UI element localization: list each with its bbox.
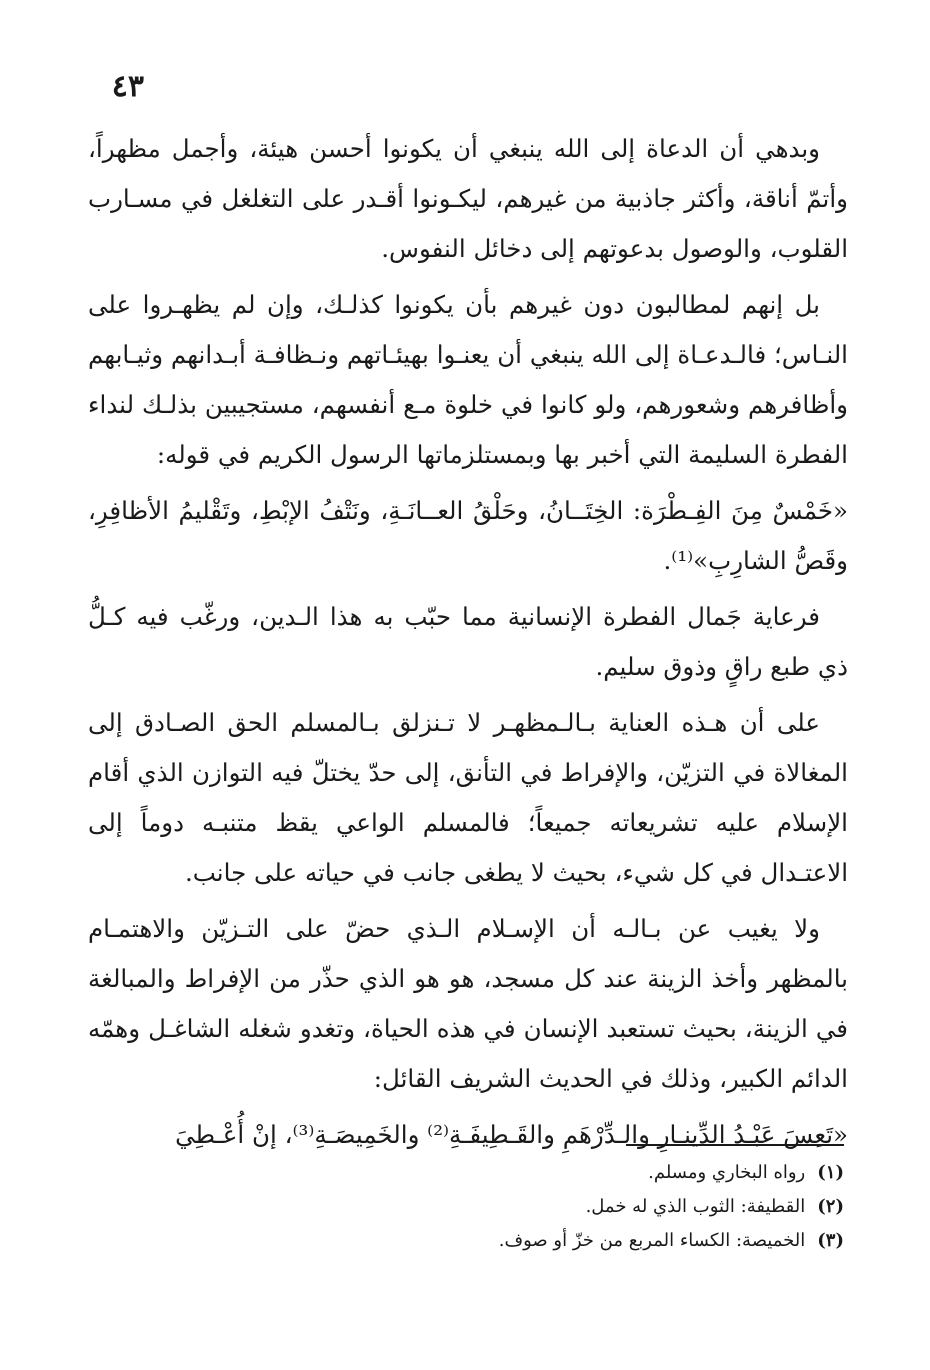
paragraph: وبدهي أن الدعاة إلى الله ينبغي أن يكونوا أحسن هيئة، وأجمل مظهراً، وأتمّ أناقة، وأكثر جاذبية من غيرهم، ليكـونوا أقـدر على التغلغل في مسـارب القلوب، والوصول بدعوتهم إلى دخائل النفوس.	[88, 134, 848, 263]
footnote	[244, 1190, 844, 1224]
footnote-number: (٢)	[817, 1196, 844, 1217]
footnote	[244, 1224, 844, 1258]
footnote-number: (١)	[817, 1162, 844, 1183]
hadith-quote: «تَعِسَ عَبْـدُ الدِّينـارِ والـدِّرْهَمِ والقَـطِيفَـةِ⁽²⁾ والخَمِيصَـةِ⁽³⁾، إنْ أُعْـطِيَ	[175, 1120, 848, 1149]
page-number: ٤٣	[111, 69, 144, 104]
footnote-text: القطيفة: الثوب الذي له خمل.	[585, 1196, 806, 1217]
paragraph: بل إنهم لمطالبون دون غيرهم بأن يكونوا كذلـك، وإن لم يظهـروا على النـاس؛ فالـدعـاة إلى الله ينبغي أن يعنـوا بهيئـاتهم ونـظافـة أبـدانهم وثيـابهم وأظافرهم وشعورهم، ولو كانوا في خلوة مـع أنفسهم، مستجيبين بذلـك لنداء الفطرة السليمة التي أخبر بها وبمستلزماتها الرسول الكريم في قوله:	[88, 290, 848, 469]
footnote-number: (٣)	[817, 1230, 844, 1251]
footnote-text: رواه البخاري ومسلم.	[648, 1162, 806, 1183]
footnote-text: الخميصة: الكساء المربع من خزّ أو صوف.	[498, 1230, 806, 1251]
paragraph: ولا يغيب عن بـالـه أن الإسـلام الـذي حضّ على التـزيّن والاهتمـام بالمظهر وأخذ الزينة عند كل مسجد، هو هو الذي حذّر من الإفراط والمبالغة في الزينة، بحيث تستعبد الإنسان في هذه الحياة، وتغدو شغله الشاغـل وهمّه الدائم الكبير، وذلك في الحديث الشريف القائل:	[88, 914, 848, 1093]
footnote-divider	[626, 1144, 844, 1146]
body-text	[88, 124, 848, 1160]
paragraph: على أن هـذه العناية بـالـمظهـر لا تـنزلق بـالمسلم الحق الصـادق إلى المغالاة في التزيّن، والإفراط في التأنق، إلى حدّ يختلّ فيه التوازن الذي أقام الإسلام عليه تشريعاته جميعاً؛ فالمسلم الواعي يقظ متنبـه دوماً إلى الاعتـدال في كل شيء، بحيث لا يطغى جانب في حياته على جانب.	[88, 708, 848, 887]
footnotes	[244, 1156, 844, 1258]
footnote	[244, 1156, 844, 1190]
paragraph: فرعاية جَمال الفطرة الإنسانية مما حبّب به هذا الـدين، ورغّب فيه كـلُّ ذي طبع راقٍ وذوق سليم.	[88, 602, 848, 681]
hadith-quote: «خَمْسٌ مِنَ الفِـطْرَة: الخِتَــانُ، وحَلْقُ العــانَـةِ، ونَتْفُ الإبْطِ، وتَقْليمُ الأظافِرِ، وقَصُّ الشارِبِ»⁽¹⁾.	[88, 496, 848, 575]
